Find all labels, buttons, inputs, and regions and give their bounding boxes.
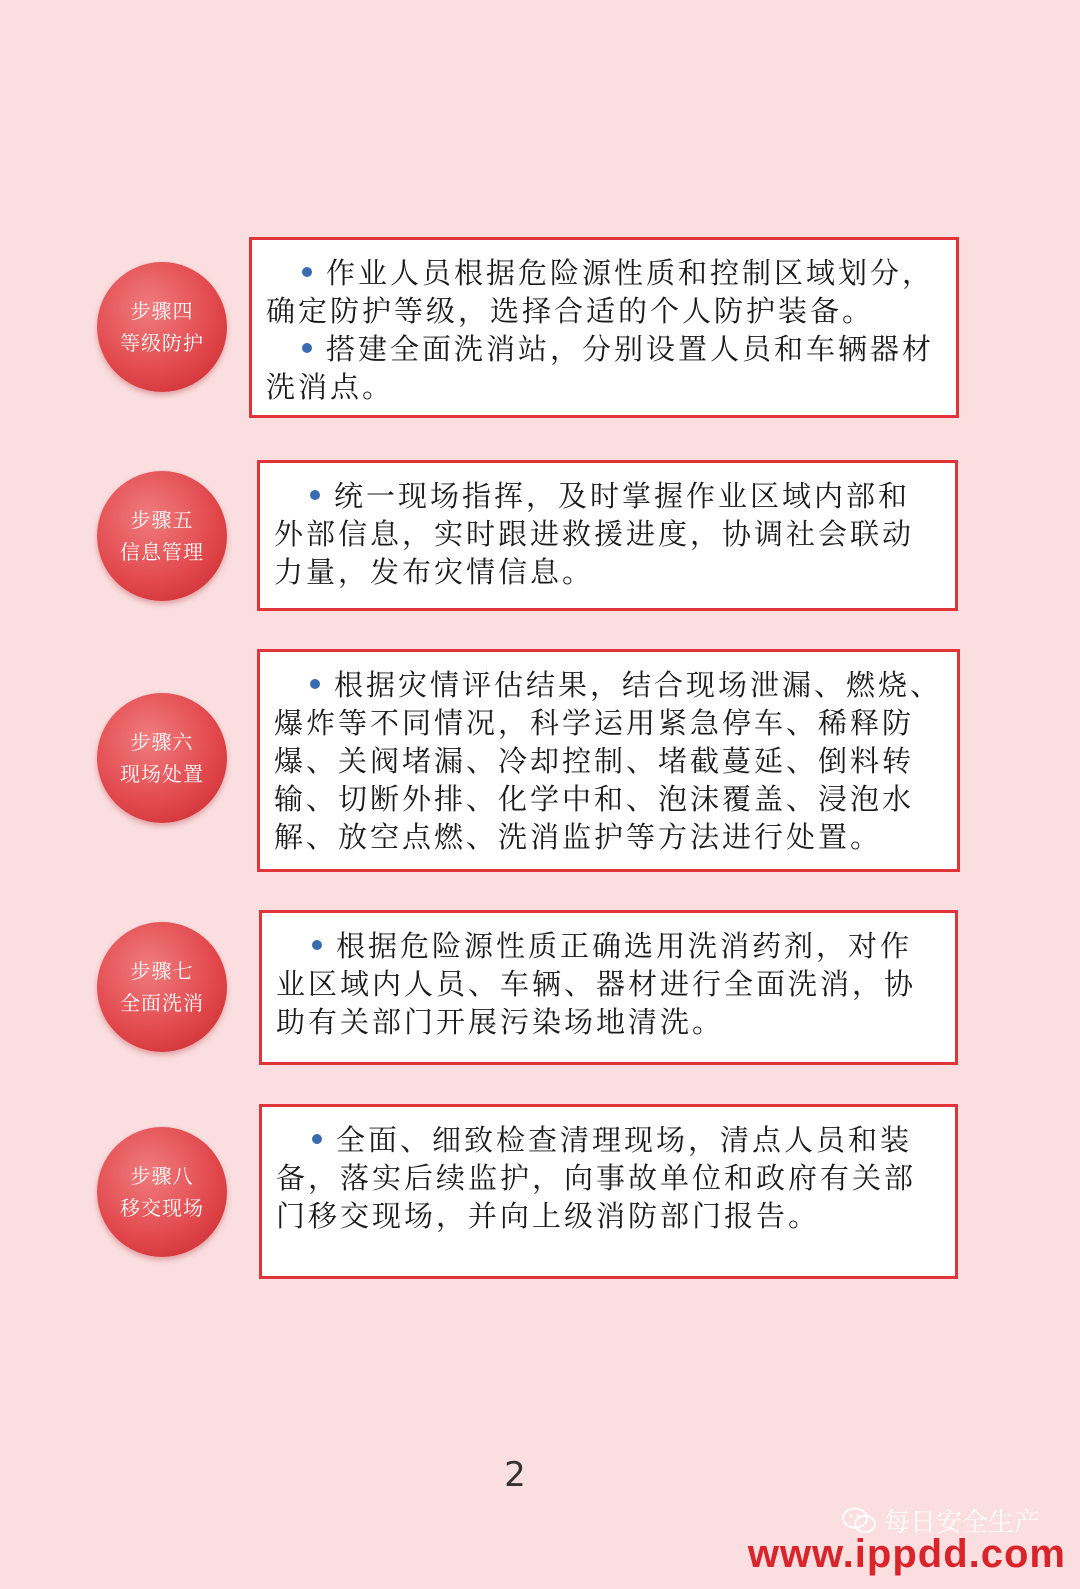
step-7-badge: [97, 922, 227, 1052]
step-4-paragraph-2: 搭建全面洗消站，分别设置人员和车辆器材洗消点。: [266, 332, 935, 404]
step-8-badge: [97, 1127, 227, 1257]
step-4-paragraph-1: 作业人员根据危险源性质和控制区域划分，确定防护等级，选择合适的个人防护装备。: [266, 256, 935, 328]
step-8-content-box: [259, 1104, 958, 1279]
step-6-badge: [97, 693, 227, 823]
watermark-text: 每日安全生产: [883, 1508, 1040, 1538]
step-4-badge: [97, 262, 227, 392]
bullet-icon: [312, 1134, 322, 1144]
step-4-content-box: [249, 237, 959, 418]
step-5-title: 信息管理: [120, 540, 204, 564]
bullet-icon: [312, 940, 322, 950]
bullet-icon: [310, 490, 320, 500]
bullet-icon: [310, 679, 320, 689]
step-4-number: 步骤四: [130, 299, 194, 323]
bullet-icon: [302, 343, 312, 353]
step-6-title: 现场处置: [120, 762, 204, 786]
bullet-icon: [302, 267, 312, 277]
step-5-number: 步骤五: [130, 508, 194, 532]
step-4-title: 等级防护: [120, 331, 204, 355]
page-number: 2: [504, 1455, 526, 1495]
site-url-watermark: www.ippdd.com: [747, 1532, 1066, 1576]
step-6-number: 步骤六: [130, 730, 194, 754]
step-7-title: 全面洗消: [120, 991, 204, 1015]
step-7-number: 步骤七: [130, 959, 194, 983]
step-7-content-box: [259, 910, 958, 1065]
step-7-paragraph-1: 根据危险源性质正确选用洗消药剂，对作业区域内人员、车辆、器材进行全面洗消，协助有关部门开展污染场地清洗。: [276, 929, 917, 1039]
step-5-content-box: [257, 460, 958, 611]
step-8-number: 步骤八: [130, 1164, 194, 1188]
step-6-content-box: [257, 649, 960, 872]
step-5-paragraph-1: 统一现场指挥，及时掌握作业区域内部和外部信息，实时跟进救援进度，协调社会联动力量，发布灾情信息。: [274, 479, 915, 589]
wechat-icon: [842, 1507, 876, 1535]
step-6-paragraph-1: 根据灾情评估结果，结合现场泄漏、燃烧、爆炸等不同情况，科学运用紧急停车、稀释防爆、关阀堵漏、冷却控制、堵截蔓延、倒料转输、切断外排、化学中和、泡沫覆盖、浸泡水解、放空点燃、洗消监护等方法进行处置。: [274, 668, 943, 854]
step-5-badge: [97, 471, 227, 601]
step-8-title: 移交现场: [120, 1196, 204, 1220]
step-8-paragraph-1: 全面、细致检查清理现场，清点人员和装备，落实后续监护，向事故单位和政府有关部门移交现场，并向上级消防部门报告。: [276, 1123, 917, 1233]
